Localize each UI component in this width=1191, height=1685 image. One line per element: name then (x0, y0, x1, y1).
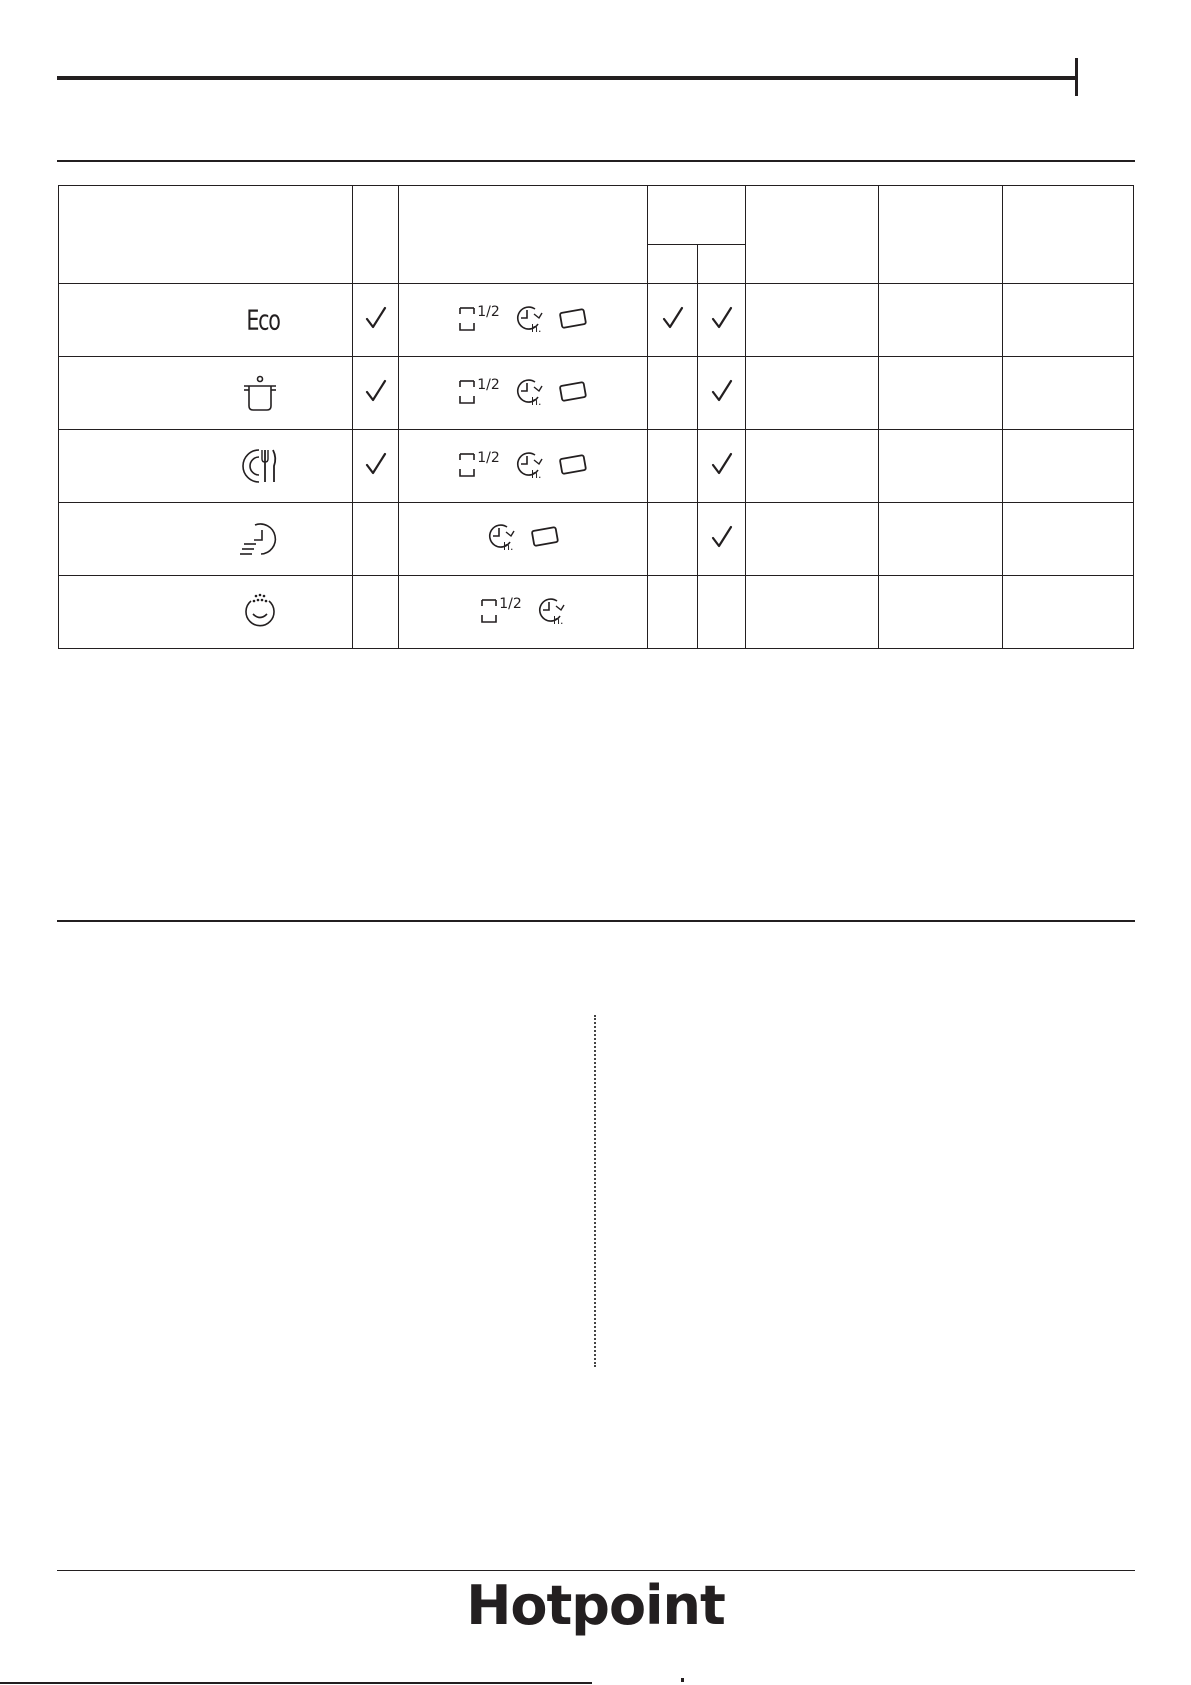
col2-cell (353, 357, 399, 430)
half-load-bracket-icon (458, 452, 476, 478)
half-load-text: 1/2 (477, 450, 500, 466)
col6-cell (879, 503, 1003, 576)
col7-cell (1003, 430, 1134, 503)
table-row (59, 576, 1134, 649)
col5-cell (746, 357, 879, 430)
check-icon (662, 306, 684, 330)
tablet-icon (558, 307, 588, 331)
header-col4a (648, 245, 698, 284)
header-col7 (1003, 186, 1134, 284)
delay-timer-icon (536, 596, 566, 626)
col2-cell (353, 284, 399, 357)
program-icon-wrap (240, 446, 280, 486)
program-cell (59, 357, 353, 430)
header-col4 (648, 186, 746, 245)
options-cell (399, 430, 648, 503)
program-icon-wrap (240, 373, 280, 413)
options-cell (399, 284, 648, 357)
bottom-edge-mark (681, 1678, 684, 1682)
col4b-cell (698, 503, 746, 576)
svg-text:h.: h. (530, 395, 542, 407)
options-group (458, 377, 588, 407)
col2-cell (353, 503, 399, 576)
half-load-bracket-icon (458, 379, 476, 405)
col5-cell (746, 503, 879, 576)
col2-cell (353, 576, 399, 649)
col4a-cell (648, 357, 698, 430)
options-cell (399, 576, 648, 649)
column-divider-dotted (594, 1015, 596, 1367)
table-row (59, 284, 1134, 357)
pot-icon (240, 373, 280, 413)
half-load-text: 1/2 (499, 596, 522, 612)
col7-cell (1003, 357, 1134, 430)
program-icon-wrap (238, 519, 280, 559)
col4b-cell (698, 576, 746, 649)
tablet-icon (558, 380, 588, 404)
col4b-cell (698, 284, 746, 357)
col4b-cell (698, 357, 746, 430)
rinse-icon (240, 592, 280, 632)
table-row (59, 357, 1134, 430)
delay-timer-icon (486, 522, 516, 552)
header-rule (57, 76, 1077, 80)
col4a-cell (648, 503, 698, 576)
options-group (458, 304, 588, 334)
header-col4b (698, 245, 746, 284)
col6-cell (879, 284, 1003, 357)
col4a-cell (648, 430, 698, 503)
col5-cell (746, 284, 879, 357)
half-load-icon (480, 598, 522, 624)
header-col6 (879, 186, 1003, 284)
half-load-bracket-icon (480, 598, 498, 624)
hotpoint-logo: Hotpoint (466, 1574, 725, 1637)
col7-cell (1003, 284, 1134, 357)
col5-cell (746, 576, 879, 649)
check-icon (365, 306, 387, 330)
header-options (399, 186, 648, 284)
section-rule-second (57, 920, 1135, 922)
col4a-cell (648, 284, 698, 357)
check-icon (711, 452, 733, 476)
col7-cell (1003, 576, 1134, 649)
tablet-icon (558, 453, 588, 477)
program-cell (59, 284, 353, 357)
tablet-icon (530, 525, 560, 549)
svg-text:h.: h. (503, 540, 514, 552)
half-load-text: 1/2 (477, 304, 500, 320)
program-cell (59, 503, 353, 576)
options-group (480, 596, 566, 626)
plate-cutlery-icon (240, 446, 280, 486)
check-icon (711, 379, 733, 403)
col7-cell (1003, 503, 1134, 576)
svg-text:h.: h. (530, 468, 542, 480)
options-group (458, 450, 588, 480)
col5-cell (746, 430, 879, 503)
check-icon (365, 452, 387, 476)
half-load-icon (458, 379, 500, 405)
col4a-cell (648, 576, 698, 649)
col6-cell (879, 357, 1003, 430)
table-row (59, 430, 1134, 503)
bottom-edge-rule (0, 1682, 592, 1684)
header-col2 (353, 186, 399, 284)
options-group (486, 522, 560, 552)
options-cell (399, 357, 648, 430)
check-icon (365, 379, 387, 403)
program-icon-wrap (239, 304, 280, 337)
col2-cell (353, 430, 399, 503)
table-row (59, 503, 1134, 576)
program-cell (59, 430, 353, 503)
programs-table (58, 185, 1134, 649)
section-rule-programs (57, 160, 1135, 162)
check-icon (711, 525, 733, 549)
eco-label: Eco (246, 303, 280, 337)
program-icon-wrap (240, 592, 280, 632)
delay-timer-icon (514, 450, 544, 480)
col6-cell (879, 430, 1003, 503)
col6-cell (879, 576, 1003, 649)
delay-timer-icon (514, 304, 544, 334)
footer-rule (57, 1570, 1135, 1571)
half-load-icon (458, 452, 500, 478)
header-col5 (746, 186, 879, 284)
program-cell (59, 576, 353, 649)
half-load-icon (458, 306, 500, 332)
header-rule-tick (1075, 58, 1078, 96)
svg-text:h.: h. (530, 322, 542, 334)
half-load-text: 1/2 (477, 377, 500, 393)
options-cell (399, 503, 648, 576)
header-program (59, 186, 353, 284)
svg-text:h.: h. (552, 614, 564, 626)
fast-wash-icon (238, 519, 280, 559)
col4b-cell (698, 430, 746, 503)
check-icon (711, 306, 733, 330)
half-load-bracket-icon (458, 306, 476, 332)
delay-timer-icon (514, 377, 544, 407)
